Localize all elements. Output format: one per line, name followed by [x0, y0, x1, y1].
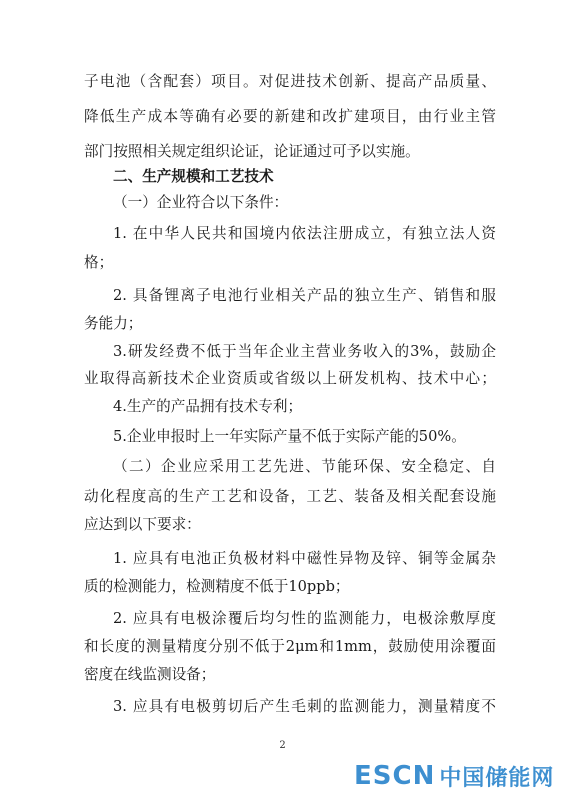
list-item-line: 质的检测能力，检测精度不低于10ppb； [84, 578, 350, 595]
list-item-line: 密度在线监测设备； [84, 666, 216, 683]
subsection-line: （二）企业应采用工艺先进、节能环保、安全稳定、自 [113, 458, 496, 475]
subsection-heading: （一）企业符合以下条件： [113, 194, 289, 211]
list-item-line: 1. 应具有电池正负极材料中磁性异物及锌、铜等金属杂 [113, 550, 496, 567]
paragraph-line: 子电池（含配套）项目。对促进技术创新、提高产品质量、 [84, 73, 496, 90]
paragraph-line: 降低生产成本等确有必要的新建和改扩建项目，由行业主管 [84, 108, 496, 125]
list-item-line: 1. 在中华人民共和国境内依法注册成立，有独立法人资 [113, 225, 496, 242]
list-item-line: 2. 具备锂离子电池行业相关产品的独立生产、销售和服 [113, 287, 496, 304]
list-item-line: 格； [84, 254, 114, 271]
subsection-line: 动化程度高的生产工艺和设备，工艺、装备及相关配套设施 [84, 488, 496, 505]
watermark-brand-latin: ESCN [354, 761, 436, 791]
escn-watermark-logo [354, 760, 554, 792]
paragraph-line: 部门按照相关规定组织论证，论证通过可予以实施。 [84, 143, 420, 160]
list-item-line: 2. 应具有电极涂覆后均匀性的监测能力，电极涂敷厚度 [113, 610, 496, 627]
list-item-line: 3.研发经费不低于当年企业主营业务收入的3%，鼓励企 [113, 343, 496, 360]
list-item-line: 务能力； [84, 315, 143, 332]
list-item-line: 4.生产的产品拥有技术专利； [113, 398, 303, 415]
section-heading: 二、生产规模和工艺技术 [113, 168, 274, 185]
list-item-line: 和长度的测量精度分别不低于2μm和1mm，鼓励使用涂覆面 [84, 638, 496, 655]
watermark-brand-cn: 中国储能网 [439, 765, 555, 791]
page-number: 2 [279, 740, 286, 751]
list-item-line: 5.企业申报时上一年实际产量不低于实际产能的50%。 [113, 428, 466, 445]
list-item-line: 3. 应具有电极剪切后产生毛刺的监测能力，测量精度不 [113, 698, 496, 715]
subsection-line: 应达到以下要求： [84, 516, 201, 533]
list-item-line: 业取得高新技术企业资质或省级以上研发机构、技术中心； [84, 370, 496, 387]
